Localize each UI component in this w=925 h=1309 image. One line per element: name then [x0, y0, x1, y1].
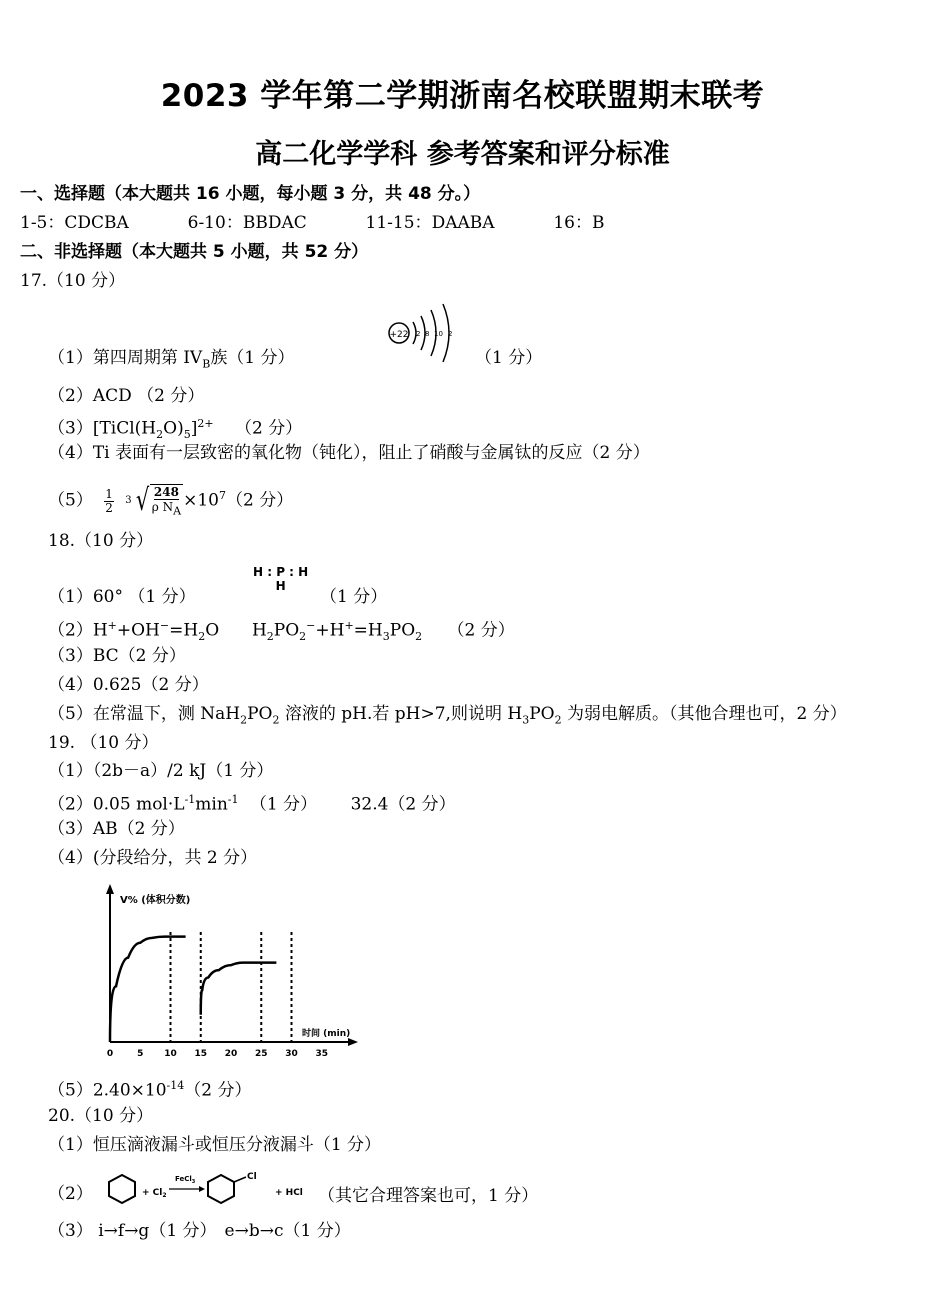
volume-fraction-chart — [90, 880, 370, 1065]
q18-part2: $(2)H^++OH^-=H_2O$ $H_2PO_2^-+H^+=H_3PO_2$ （2 分） — [48, 619, 515, 644]
q17-part2: （2）ACD （2 分） — [48, 386, 205, 406]
q18-part3: （3）BC（2 分） — [48, 646, 186, 666]
page-subtitle: 高二化学学科 参考答案和评分标准 — [255, 139, 670, 170]
series-line — [201, 963, 277, 1015]
q18-part1: （1）60° （1 分） — [48, 587, 196, 607]
reagent-chlorine: + $Cl_2$ — [142, 1188, 167, 1199]
reaction-arrow-head — [199, 1186, 205, 1192]
answer-range: 6-10： — [187, 213, 243, 233]
answer-range: 1-5： — [20, 213, 65, 233]
answer-range: 16： — [553, 213, 592, 233]
chlorine-label: Cl — [247, 1172, 257, 1182]
answer-value: CDCBA — [64, 213, 129, 233]
answer-value: B — [591, 213, 605, 233]
x-axis-arrow — [348, 1038, 358, 1046]
x-tick-label: 10 — [164, 1049, 177, 1059]
series-line — [110, 937, 186, 1042]
c-cl-bond — [234, 1177, 246, 1182]
chlorobenzene-ring-icon — [208, 1175, 234, 1203]
q19-part5: $(5)2.40\times 10^{-14}(2$ 分） — [48, 1079, 252, 1101]
q18-heading: 18.（10 分） — [48, 531, 154, 551]
q19-part2: （2）0.05 $mol\cdot L^{-1}\min^{-1}$ （1 分） 32.4（2 分） — [48, 793, 456, 815]
q18-part1-score: （1 分） — [320, 587, 388, 607]
shell-count: 10 — [434, 330, 443, 338]
answer-value: DAABA — [431, 213, 495, 233]
section1-answers — [20, 212, 604, 234]
q20-part3: （3） i→f→g（1 分） e→b→c（1 分） — [48, 1221, 351, 1241]
x-axis-label: 时间 (min) — [302, 1029, 351, 1039]
answer-range: 11-15： — [365, 213, 432, 233]
x-tick-label: 30 — [285, 1049, 298, 1059]
nucleus-charge: +22 — [389, 330, 409, 340]
q17-part1-score: （1 分） — [475, 348, 543, 368]
q20-part2-note: （其它合理答案也可，1 分） — [318, 1186, 539, 1206]
q18-part5: （5）在常温下，测 $NaH_2PO_2$ 溶液的 pH.若 pH>7,则说明 $H_3PO_2$ 为弱电解质。（其他合理也可，2 分） — [48, 704, 847, 727]
q19-part4: （4）(分段给分，共 2 分） — [48, 848, 258, 868]
y-axis-label: V% (体积分数) — [120, 895, 191, 906]
shell-count: 2 — [448, 330, 453, 338]
q17-part3: $(3)[TiCl(H_2O)_5]^{2+}$ （2 分） — [48, 417, 303, 442]
x-tick-label: 25 — [254, 1049, 268, 1059]
benzene-ring-icon — [109, 1175, 135, 1203]
answer-value: BBDAC — [242, 213, 307, 233]
q17-part1: （1）第四周期第 $IV_B$族（1 分） — [48, 348, 295, 371]
y-axis-arrow — [106, 884, 114, 894]
q20-part1: （1）恒压滴液漏斗或恒压分液漏斗（1 分） — [48, 1135, 382, 1155]
section2-heading: 二、非选择题（本大题共 5 小题，共 52 分） — [20, 242, 369, 262]
section1-heading: 一、选择题（本大题共 16 小题，每小题 3 分，共 48 分。） — [20, 184, 481, 204]
page-title: 2023 学年第二学期浙南名校联盟期末联考 — [160, 78, 765, 114]
x-tick-label: 15 — [194, 1049, 208, 1059]
shell-count: 8 — [425, 330, 430, 338]
q17-part4: （4）Ti 表面有一层致密的氧化物（钝化），阻止了硝酸与金属钛的反应（2 分） — [48, 443, 650, 463]
phosphine-lewis-structure: H : P : H H — [253, 565, 309, 593]
x-tick-label: 35 — [315, 1049, 329, 1059]
q20-heading: 20.（10 分） — [48, 1106, 154, 1126]
q19-part3: （3）AB（2 分） — [48, 819, 185, 839]
cube-root: 3 √ 248 ρ $N_A$ — [125, 483, 182, 519]
chlorination-reaction — [105, 1165, 315, 1215]
product-hcl: + HCl — [275, 1188, 303, 1198]
shell-count: 2 — [416, 330, 421, 338]
q18-part4: （4）0.625（2 分） — [48, 675, 209, 695]
q19-heading: 19. （10 分） — [48, 733, 159, 753]
q17-part5: （5） $\frac{1}{2}$ 3 √ 248 ρ $N_A$ $\times 10^7(2$ 分） — [48, 483, 294, 519]
atomic-structure-diagram — [385, 300, 475, 365]
q19-part1: （1）（2b－a）/2 kJ（1 分） — [48, 761, 274, 781]
x-tick-label: 20 — [224, 1049, 238, 1059]
x-tick-label: 0 — [106, 1049, 114, 1059]
q17-heading: 17.（10 分） — [20, 271, 126, 291]
q20-part2-label: （2） — [48, 1184, 93, 1204]
fraction: $\frac{1}{2}$ — [105, 486, 113, 515]
x-tick-label: 5 — [137, 1049, 144, 1059]
catalyst: FeCl$_3$ — [175, 1175, 196, 1185]
